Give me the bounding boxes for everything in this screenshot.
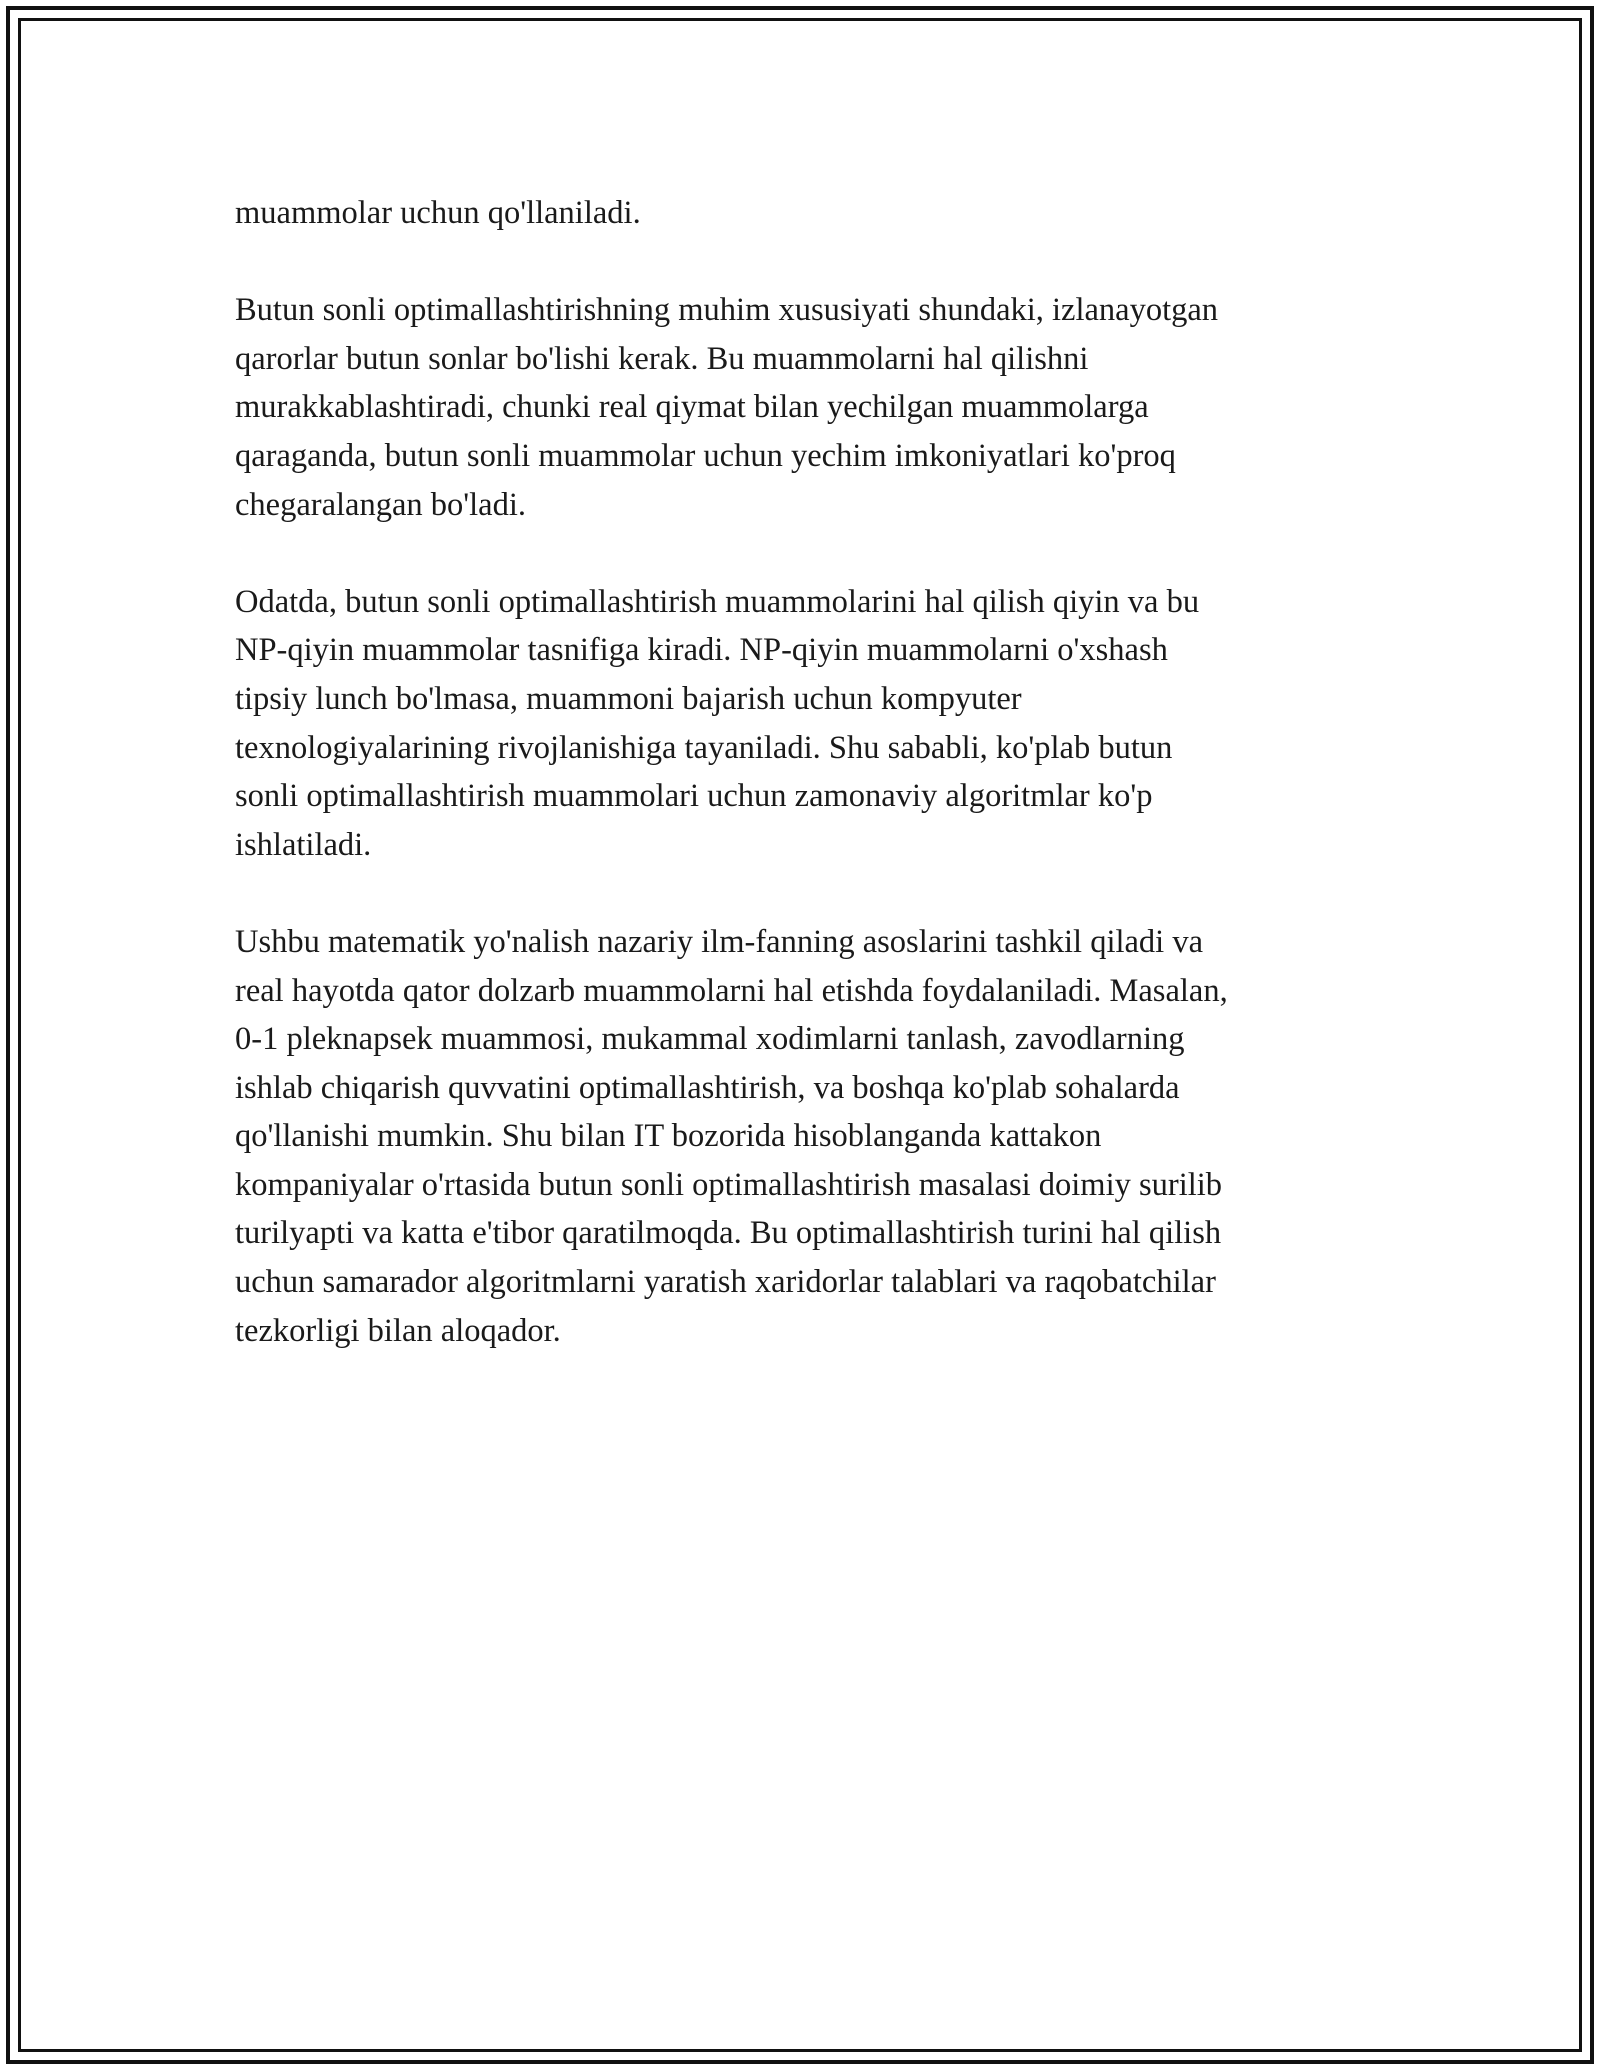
- paragraph-integer-optimization-property: Butun sonli optimallashtirishning muhim xususiyati shundaki, izlanayotgan qarorlar butun sonlar bo'lishi kerak. Bu muammolarni hal qilishni murakkablashtiradi, chunki real qiymat bilan yechilgan muammolarga qaraganda, butun sonli muammolar uchun yechim imkoniyatlari ko'proq chegaralangan bo'ladi.: [235, 292, 1219, 523]
- paragraph-np-hard-complexity: Odatda, butun sonli optimallashtirish muammolarini hal qilish qiyin va bu NP-qiyin muammolar tasnifiga kiradi. NP-qiyin muammolarni o'xshash tipsiy lunch bo'lmasa, muammoni bajarish uchun kompyuter texnologiyalarining rivojlanishiga tayaniladi. Shu sababli, ko'plab butun sonli optimallashtirish muammolari uchun zamonaviy algoritmlar ko'p ishlatiladi.: [235, 583, 1200, 863]
- paragraph-continuation: muammolar uchun qo'llaniladi.: [235, 195, 641, 231]
- document-body: [235, 189, 1380, 1404]
- paragraph-applications: Ushbu matematik yo'nalish nazariy ilm-fanning asoslarini tashkil qiladi va real hayotda qator dolzarb muammolarni hal etishda foydalaniladi. Masalan, 0-1 pleknapsek muammosi, mukammal xodimlarni tanlash, zavodlarning ishlab chiqarish quvvatini optimallashtirish, va boshqa ko'plab sohalarda qo'llanishi mumkin. Shu bilan IT bozorida hisoblanganda kattakon kompaniyalar o'rtasida butun sonli optimallashtirish masalasi doimiy surilib turilyapti va katta e'tibor qaratilmoqda. Bu optimallashtirish turini hal qilish uchun samarador algoritmlarni yaratish xaridorlar talablari va raqobatchilar tezkorligi bilan aloqador.: [235, 923, 1228, 1349]
